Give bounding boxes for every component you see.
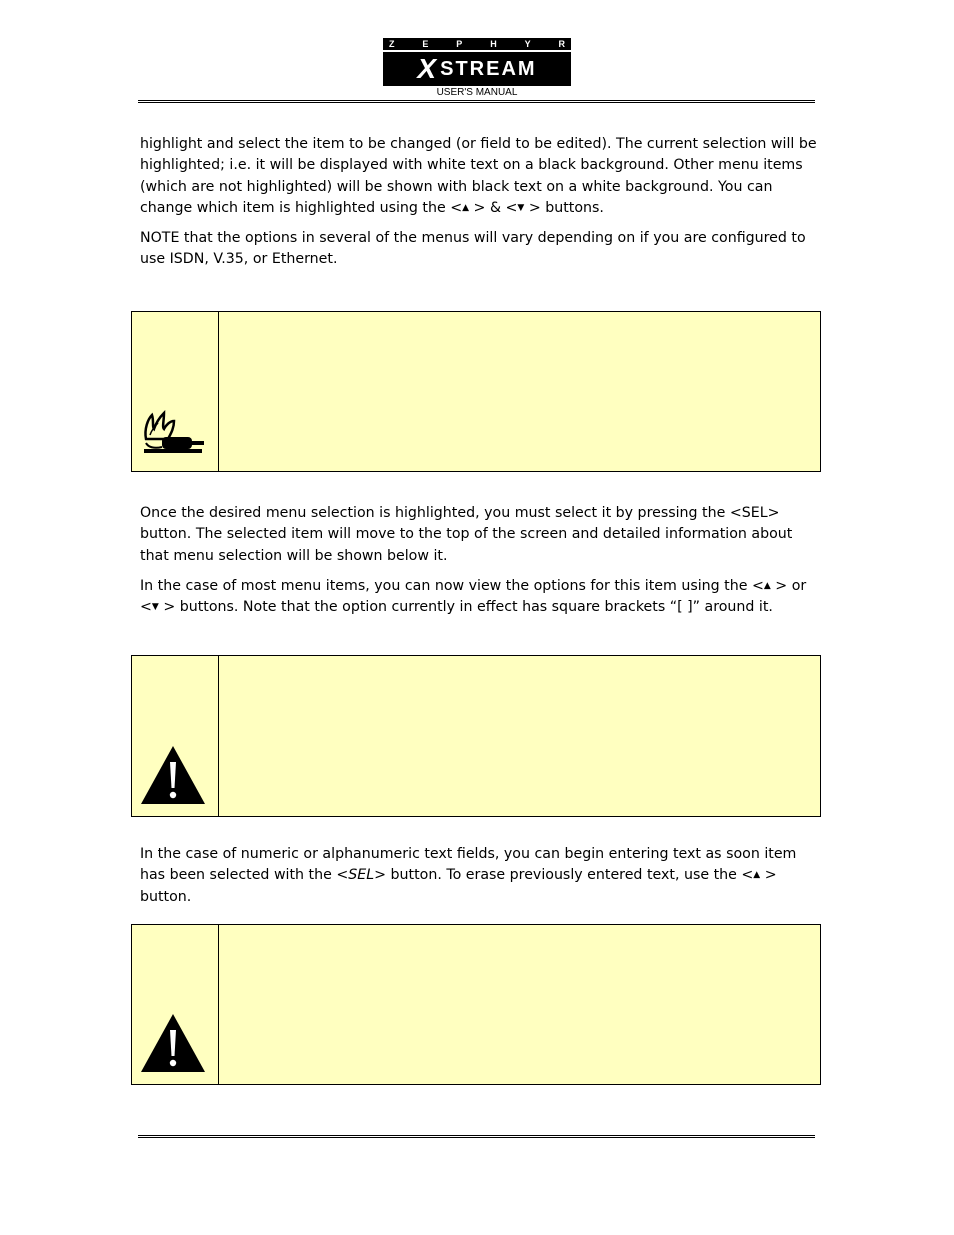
up-arrow-icon: ▲ — [763, 581, 771, 591]
paragraph-note: NOTE that the options in several of the menus will vary depending on if you are configured to use ISDN, V.35, or Ethernet. — [140, 230, 806, 268]
text-run: In the case of numeric or alphanumeric text fields, you can begin entering text as soon item has been selected with the < — [140, 846, 797, 884]
logo-stream: STREAM — [440, 57, 537, 80]
text-run: < — [140, 599, 152, 616]
text-run: > & < — [469, 199, 518, 216]
text-run: > buttons. Note that the option currently in effect has square brackets “[ ]” around it. — [158, 599, 773, 616]
text-run: > button. — [140, 867, 777, 905]
paragraph-text-fields — [140, 844, 820, 908]
up-arrow-icon: ▲ — [462, 202, 470, 213]
logo-main-bar — [383, 52, 571, 86]
sel-text: SEL — [348, 867, 375, 884]
warning-callout — [131, 924, 821, 1085]
zephyr-xstream-logo — [383, 38, 571, 86]
paragraph-highlight — [140, 134, 820, 219]
text-run: > or — [770, 578, 807, 594]
paragraph-select: Once the desired menu selection is highlighted, you must select it by pressing the <SEL> button. The selected item will move to the top of the screen and detailed information about that menu selection will be shown below it. — [140, 505, 793, 564]
paragraph-options — [140, 576, 820, 619]
callout-icon-cell — [132, 312, 219, 471]
down-arrow-icon: ▼ — [151, 602, 159, 613]
down-arrow-icon: ▼ — [517, 202, 525, 213]
warning-icon — [140, 1012, 206, 1072]
warning-icon — [140, 744, 206, 804]
logo-top-bar — [383, 38, 571, 50]
logo-letter: Y — [524, 39, 531, 49]
callout-icon-cell — [132, 656, 219, 816]
logo-letter: P — [456, 39, 463, 49]
callout-icon-cell — [132, 925, 219, 1084]
hand-note-icon — [140, 399, 206, 459]
up-arrow-icon: ▲ — [753, 870, 761, 881]
footer-rule — [138, 1135, 815, 1138]
logo-letter: E — [422, 39, 429, 49]
text-run: > button. To erase previously entered text, use the < — [374, 867, 754, 884]
manual-label: USER'S MANUAL — [436, 87, 518, 98]
warning-callout — [131, 655, 821, 817]
text-run: > buttons. — [524, 199, 604, 216]
note-callout — [131, 311, 821, 472]
logo-letter: Z — [389, 39, 395, 49]
logo-x: X — [417, 53, 439, 84]
text-run: highlight and select the item to be changed (or field to be edited). The current selection will be highlighted; i.e. it will be displayed with white text on a black background. Other menu items (which are not highlighted) will be shown with black text on a white background. You can change which item is highlighted using the < — [140, 136, 817, 216]
logo-letter: H — [490, 39, 497, 49]
logo-letter: R — [558, 39, 565, 49]
header-rule — [138, 100, 815, 103]
text-run: In the case of most menu items, you can now view the options for this item using the < — [140, 578, 764, 594]
